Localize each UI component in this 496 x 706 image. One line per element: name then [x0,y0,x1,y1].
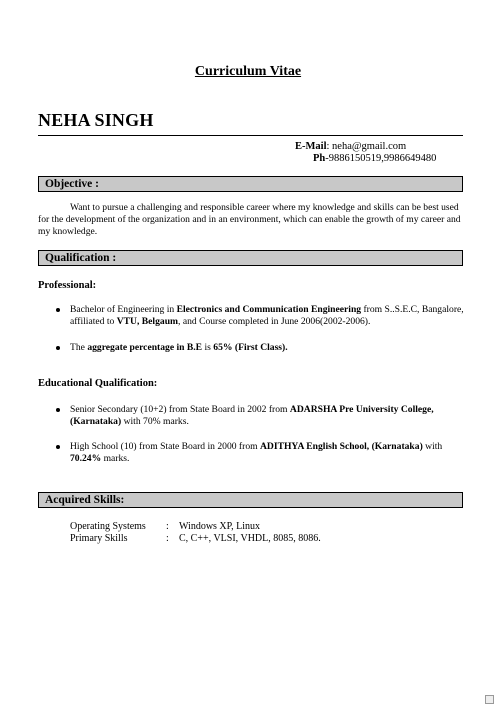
skill-key: Primary Skills [70,533,128,544]
email-label: E-Mail [295,141,327,152]
phone-label: Ph [313,153,326,164]
skill-key: Operating Systems [70,521,146,532]
text-run-bold: ADARSHA Pre University College, (Karnataka) [70,404,434,427]
skill-sep: : [166,533,169,544]
email-value: : neha@gmail.com [326,141,407,152]
skills-heading-text: Acquired Skills: [45,494,125,506]
skill-value: Windows XP, Linux [179,521,260,532]
text-run-bold: 70.24% [70,453,102,464]
educational-list-2 [38,441,470,465]
text-run: with 70% marks. [121,416,189,427]
skill-sep: : [166,521,169,532]
professional-label: Professional: [38,280,97,291]
document-title: Curriculum Vitae [194,64,302,79]
list-item [38,304,470,328]
text-run-bold: Electronics and Communication Engineering [176,304,362,315]
objective-heading-text: Objective : [45,178,99,190]
name-divider [38,135,463,136]
phone-line [295,153,436,165]
skills-table [70,521,321,545]
objective-text: Want to pursue a challenging and responsible career where my knowledge and skills can be best used for the development of the organization and in an environment, which can enable the growth of my career and my knowledge. [38,202,461,237]
text-run: Bachelor of Engineering in [70,304,177,315]
educational-list [38,404,470,428]
skills-row [70,533,321,545]
text-run: Senior Secondary (10+2) from State Board in 2002 from [70,404,290,415]
professional-list [38,304,470,328]
list-item [38,404,470,428]
phone-value: -9886150519,9986649480 [325,153,437,164]
professional-list-2 [38,342,470,354]
educational-label: Educational Qualification: [38,378,158,389]
contact-block [295,141,436,165]
text-run: High School (10) from State Board in 2000 from [70,441,260,452]
text-run: is [202,342,214,353]
text-run-bold: VTU, Belgaum [116,316,179,327]
text-run-bold: 65% (First Class). [213,342,288,353]
text-run-bold: aggregate percentage in B.E [87,342,203,353]
text-run: from S..S.E.C, Bangalore, affiliated to [70,304,464,327]
skills-row [70,521,321,533]
list-item [38,441,470,465]
resize-corner-icon [485,695,494,704]
objective-heading [38,176,463,192]
skills-heading [38,492,463,508]
email-line [295,141,436,153]
list-item [38,342,470,354]
candidate-name: NEHA SINGH [38,110,154,130]
text-run: with [422,441,443,452]
skill-value: C, C++, VLSI, VHDL, 8085, 8086. [179,533,321,544]
text-run: , and Course completed in June 2006(2002-2006). [178,316,371,327]
text-run: The [70,342,88,353]
qualification-heading-text: Qualification : [45,252,117,264]
text-run: marks. [101,453,130,464]
text-run-bold: ADITHYA English School, (Karnataka) [259,441,423,452]
qualification-heading [38,250,463,266]
